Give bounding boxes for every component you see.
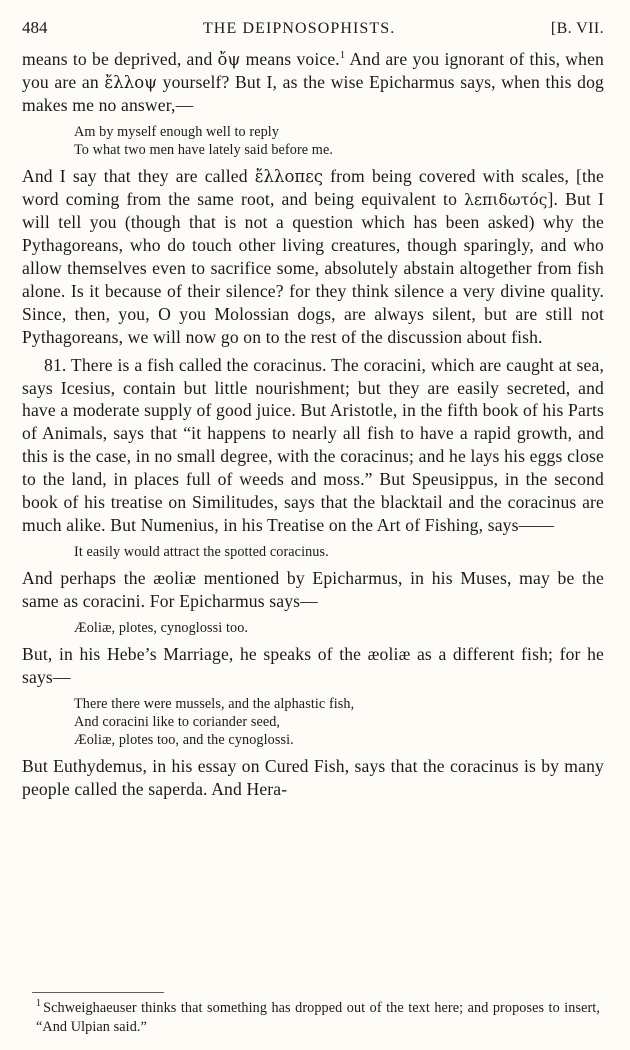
verse-line: It easily would attract the spotted coracinus. (74, 544, 329, 561)
paragraph-6: But Euthydemus, in his essay on Cured Fish, says that the coracinus is by many people called the saperda. And Hera- (22, 756, 604, 800)
footnote-area (22, 992, 604, 1036)
paragraph-5: But, in his Hebe’s Marriage, he speaks of the æoliæ as a different fish; for he says— (22, 644, 604, 688)
greek-word-lepidotos: λεπιδωτός (464, 190, 548, 209)
footnote-marker: 1 (36, 998, 42, 1010)
verse-line: Æoliæ, plotes too, and the cynoglossi. (74, 732, 294, 749)
page-body (22, 48, 604, 801)
greek-word-ellops: ἔλλοψ (104, 72, 158, 92)
verse-block-3 (22, 619, 604, 637)
paragraph-1-text-a: means to be deprived, and (22, 49, 218, 69)
page-number: 484 (22, 18, 48, 37)
verse-line: There there were mussels, and the alphastic fish, (74, 696, 355, 713)
paragraph-1-text-b: means voice. (240, 49, 340, 69)
verse-line: To what two men have lately said before me. (74, 141, 333, 158)
verse-line: And coracini like to coriander seed, (74, 714, 281, 731)
paragraph-2 (22, 165, 604, 349)
greek-word-ellopes: ἔλλοπες (254, 166, 324, 186)
paragraph-2-text-b: from being covered with scales, [the word coming from the same root, and being equivalent to (22, 165, 604, 209)
paragraph-1 (22, 48, 604, 117)
paragraph-4: And perhaps the æoliæ mentioned by Epicharmus, in his Muses, may be the same as coracini. For Epicharmus says— (22, 568, 604, 612)
paragraph-3: 81. There is a fish called the coracinus. The coracini, which are caught at sea, says Icesius, contain but little nourishment; but they are easily secreted, and have a moderate supply of good juice. But Aristotle, in the fifth book of his Parts of Animals, says that “it happens to nearly all fish to have a rapid growth, and this is the case, in no small degree, with the coracinus; and he lays his eggs close to the land, in places full of weeds and moss.” But Speusippus, in the second book of his treatise on Similitudes, says that the blacktail and the coracinus are much alike. But Numenius, in his Treatise on the Art of Fishing, says—— (22, 354, 604, 536)
paragraph-2-text-c: ]. But I will tell you (though that is not a question which has been asked) why the Pythagoreans, who do touch other living creatures, though sparingly, and who allow themselves even to sacrifice some, absolutely abstain altogether from fish alone. Is it because of their silence? for they think silence a very divine quality. Since, then, you, O you Molossian dogs, are always silent, but are still not Pythagoreans, we will now go on to the rest of the discussion about fish. (22, 188, 604, 347)
verse-block-4 (22, 695, 604, 749)
footnote-divider (32, 992, 164, 993)
verse-line: Am by myself enough well to reply (74, 123, 280, 140)
footnote-text: Schweighaeuser thinks that something has dropped out of the text here; and proposes to insert, “And Ulpian said.” (36, 1000, 600, 1035)
verse-block-1 (22, 123, 604, 159)
book-signature: [B. VII. (550, 20, 604, 37)
verse-block-2 (22, 543, 604, 561)
paragraph-2-text-a: And I say that they are called (22, 165, 255, 186)
verse-line: Æoliæ, plotes, cynoglossi too. (74, 620, 249, 637)
footnote-reference-1: 1 (339, 50, 346, 62)
paragraph-1-text-d: yourself? But I, as the wise Epicharmus says, when this dog makes me no answer,— (22, 71, 604, 115)
running-title: THE DEIPNOSOPHISTS. (202, 20, 396, 37)
footnote-1 (22, 999, 604, 1036)
greek-word-ops: ὄψ (217, 50, 241, 69)
paragraph-1-text-c: And are you ignorant of this, when you are an (22, 49, 604, 92)
page-header (22, 18, 604, 38)
